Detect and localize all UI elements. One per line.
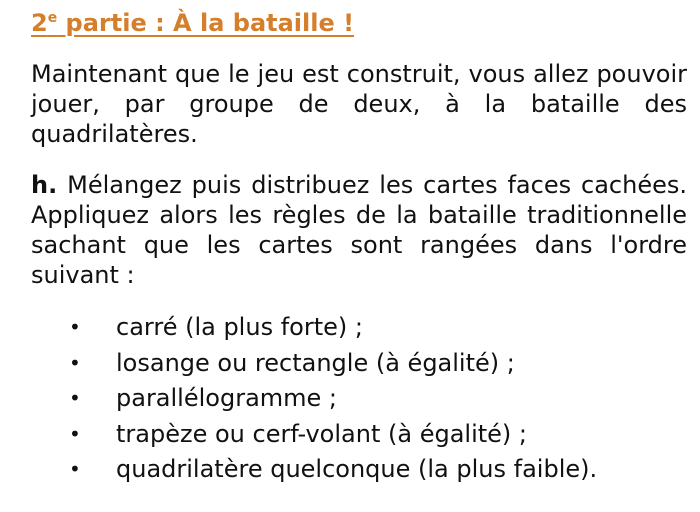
list-item bbox=[31, 452, 687, 488]
question-label: h. bbox=[31, 171, 58, 199]
heading-superscript: e bbox=[47, 10, 58, 26]
list-item-text: trapèze ou cerf-volant (à égalité) ; bbox=[116, 419, 527, 448]
heading-number: 2 bbox=[31, 9, 48, 37]
list-item bbox=[31, 346, 687, 382]
bullet-icon: • bbox=[69, 386, 81, 410]
section-heading bbox=[31, 7, 354, 39]
card-order-list bbox=[31, 310, 687, 488]
list-item-text: carré (la plus forte) ; bbox=[116, 313, 363, 341]
bullet-icon: • bbox=[69, 421, 81, 446]
intro-paragraph: Maintenant que le jeu est construit, vous allez pouvoir jouer, par groupe de deux, à la bataille des quadrilatères. bbox=[31, 60, 687, 148]
bullet-icon: • bbox=[69, 350, 81, 375]
list-item-text: quadrilatère quelconque (la plus faible). bbox=[116, 455, 598, 483]
list-item-text: parallélogramme ; bbox=[116, 384, 338, 412]
list-item bbox=[31, 381, 687, 417]
list-item bbox=[31, 310, 687, 346]
question-h-paragraph bbox=[31, 170, 687, 290]
bullet-icon: • bbox=[69, 315, 81, 339]
list-item-text: losange ou rectangle (à égalité) ; bbox=[116, 348, 515, 377]
heading-title: partie : À la bataille ! bbox=[57, 9, 355, 37]
bullet-icon: • bbox=[69, 457, 81, 481]
list-item bbox=[31, 417, 687, 453]
question-text: Mélangez puis distribuez les cartes faces cachées. Appliquez alors les règles de la bataille traditionnelle sachant que les cartes sont rangées dans l'ordre suivant : bbox=[31, 171, 687, 289]
